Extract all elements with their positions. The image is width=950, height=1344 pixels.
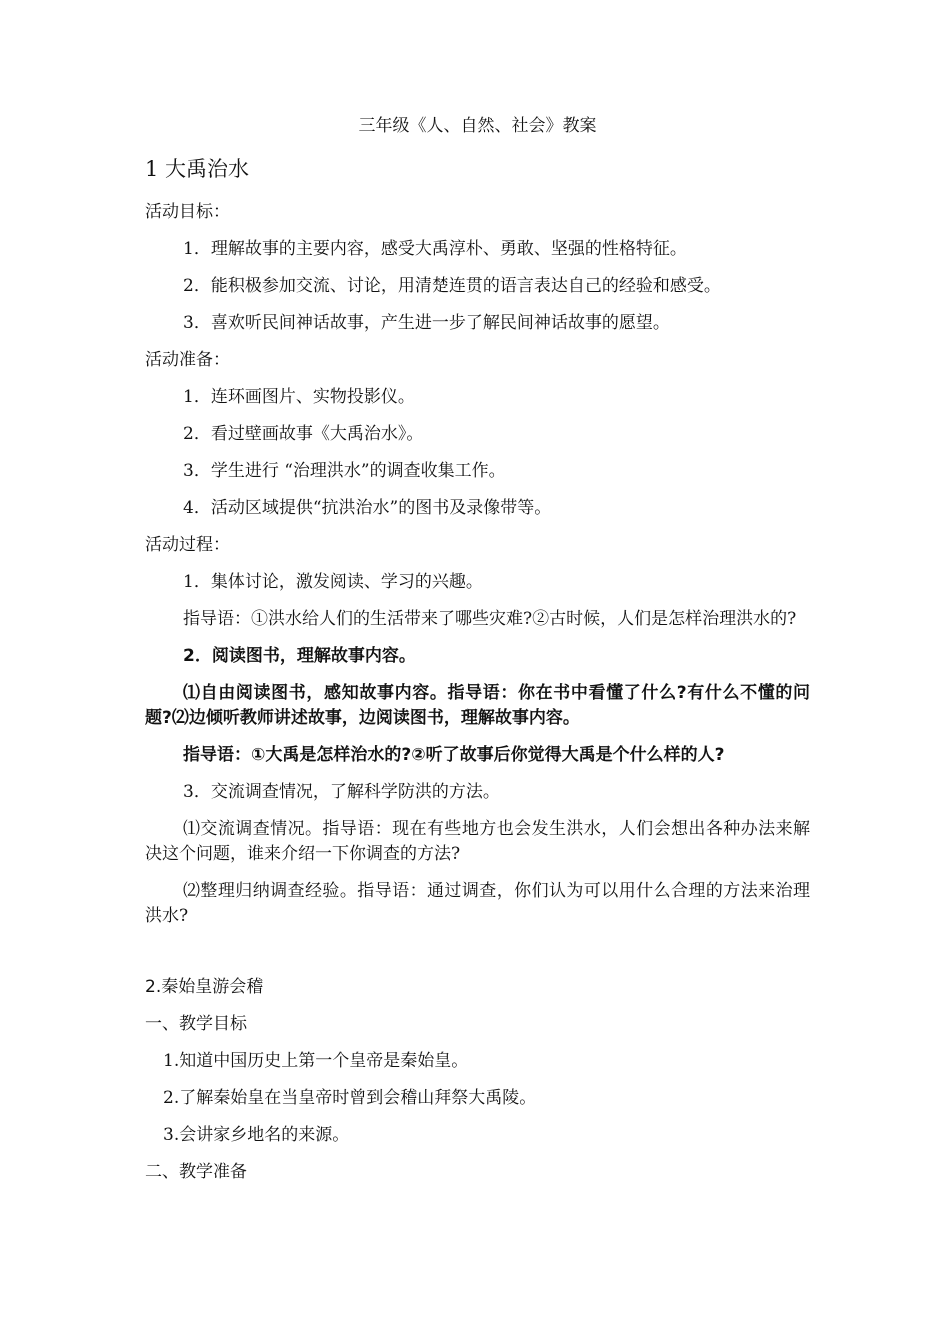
lesson1-process-step2-detail: ⑴自由阅读图书，感知故事内容。指导语：你在书中看懂了什么?有什么不懂的问题?⑵边倾听教师讲述故事，边阅读图书，理解故事内容。 (145, 683, 810, 728)
lesson1-prep-1: 1．连环画图片、实物投影仪。 (183, 387, 415, 407)
lesson2-section1-label: 一、教学目标 (145, 1014, 247, 1034)
lesson1-process-step3: 3．交流调查情况，了解科学防洪的方法。 (183, 782, 500, 802)
lesson2-section1-item-2: 2.了解秦始皇在当皇帝时曾到会稽山拜祭大禹陵。 (163, 1088, 537, 1108)
document-title: 三年级《人、自然、社会》教案 (358, 116, 597, 136)
lesson1-process-step2-guide: 指导语：①大禹是怎样治水的?②听了故事后你觉得大禹是个什么样的人? (183, 745, 725, 765)
section-gap (145, 941, 810, 975)
lesson1-goal-3: 3．喜欢听民间神话故事，产生进一步了解民间神话故事的愿望。 (183, 313, 670, 333)
lesson1-process-step1-guide: 指导语：①洪水给人们的生活带来了哪些灾难?②古时候，人们是怎样治理洪水的? (183, 609, 797, 629)
lesson1-prep-2: 2．看过壁画故事《大禹治水》。 (183, 424, 424, 444)
lesson1-prep-label: 活动准备： (145, 350, 230, 370)
lesson1-heading: 1 大禹治水 (145, 157, 250, 181)
lesson1-prep-4: 4．活动区域提供“抗洪治水”的图书及录像带等。 (183, 498, 552, 518)
lesson2-section1-item-3: 3.会讲家乡地名的来源。 (163, 1125, 350, 1145)
lesson1-goals-label: 活动目标： (145, 202, 230, 222)
lesson1-process-label: 活动过程： (145, 535, 230, 555)
document-content (145, 112, 810, 1197)
lesson2-section2-label: 二、教学准备 (145, 1162, 247, 1182)
lesson1-prep-3: 3．学生进行 “治理洪水”的调查收集工作。 (183, 461, 506, 481)
lesson2-section1-item-1: 1.知道中国历史上第一个皇帝是秦始皇。 (163, 1051, 469, 1071)
lesson1-goal-1: 1．理解故事的主要内容，感受大禹淳朴、勇敢、坚强的性格特征。 (183, 239, 687, 259)
lesson1-process-step2: 2．阅读图书，理解故事内容。 (183, 646, 416, 666)
lesson1-goal-2: 2．能积极参加交流、讨论，用清楚连贯的语言表达自己的经验和感受。 (183, 276, 721, 296)
lesson1-process-step3-detail2: ⑵整理归纳调查经验。指导语：通过调查，你们认为可以用什么合理的方法来治理洪水? (145, 881, 810, 926)
lesson2-heading: 2.秦始皇游会稽 (145, 977, 264, 997)
lesson1-process-step3-detail1: ⑴交流调查情况。指导语：现在有些地方也会发生洪水，人们会想出各种办法来解决这个问题，谁来介绍一下你调查的方法? (145, 819, 810, 864)
lesson1-process-step1: 1．集体讨论，激发阅读、学习的兴趣。 (183, 572, 483, 592)
